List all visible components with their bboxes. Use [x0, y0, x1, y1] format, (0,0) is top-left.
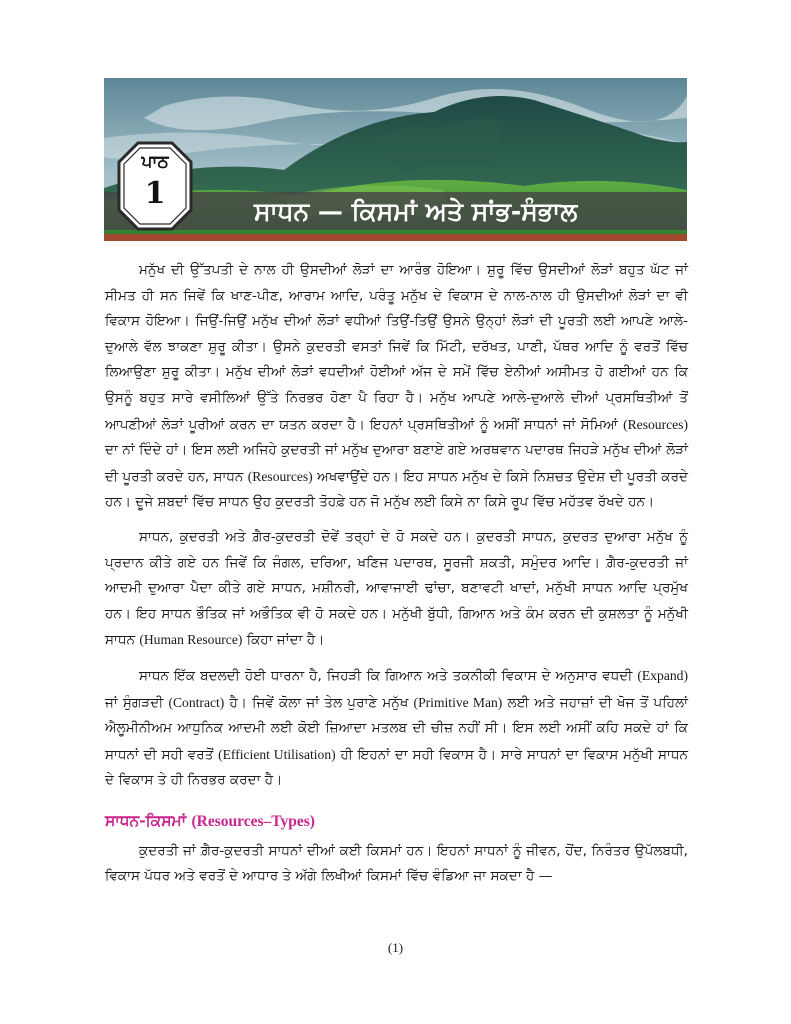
page-number: (1): [387, 940, 404, 955]
section-heading: [105, 808, 688, 835]
text-run: ਜਾਂ ਸੁੰਗੜਦੀ: [105, 694, 169, 711]
section-heading-punjabi: ਸਾਧਨ-ਕਿਸਮਾਂ: [105, 811, 192, 830]
text-run-english: (Human Resource): [139, 632, 243, 648]
text-run: ਦਾ ਨਾਂ ਦਿੰਦੇ ਹਾਂ। ਇਸ ਲਈ ਅਜਿਹੇ ਕੁਦਰਤੀ ਜਾਂ ਮਨੁੱਖ ਦੁਆਰਾ ਬਣਾਏ ਗਏ ਅਰਥਵਾਨ ਪਦਾਰਥ ਜਿਹੜੇ ਮਨੁੱਖ ਦੀਆਂ ਲੋੜਾਂ ਦੀ ਪੂਰਤੀ ਕਰਦੇ ਹਨ, ਸਾਧਨ: [105, 442, 688, 485]
text-run-english: (Efficient Utilisation): [218, 746, 336, 762]
chapter-label: ਪਾਠ: [141, 152, 169, 172]
text-run: ਹੈ। ਜਿਵੇਂ ਕੋਲਾ ਜਾਂ ਤੇਲ ਪੁਰਾਣੇ ਮਨੁੱਖ: [224, 694, 414, 711]
text-run: ਕਿਹਾ ਜਾਂਦਾ ਹੈ।: [242, 632, 325, 649]
text-run: ਅਖਵਾਉਂਦੇ ਹਨ। ਇਹ ਸਾਧਨ ਮਨੁੱਖ ਦੇ ਕਿਸੇ ਨਿਸ਼ਚਤ ਉਦੇਸ਼ ਦੀ ਪੂਰਤੀ ਕਰਦੇ ਹਨ। ਦੂਜੇ ਸ਼ਬਦਾਂ ਵਿੱਚ ਸਾਧਨ ਉਹ ਕੁਦਰਤੀ ਤੋਹਫ਼ੇ ਹਨ ਜੋ ਮਨੁੱਖ ਲਈ ਕਿਸੇ ਨਾ ਕਿਸੇ ਰੂਪ ਵਿੱਚ ਮਹੱਤਵ ਰੱਖਦੇ ਹਨ।: [105, 468, 689, 511]
section-paragraph: ਕੁਦਰਤੀ ਜਾਂ ਗ਼ੈਰ-ਕੁਦਰਤੀ ਸਾਧਨਾਂ ਦੀਆਂ ਕਈ ਕਿਸਮਾਂ ਹਨ। ਇਹਨਾਂ ਸਾਧਨਾਂ ਨੂੰ ਜੀਵਨ, ਹੋਂਦ, ਨਿਰੰਤਰ ਉਪੱਲਬਧੀ, ਵਿਕਾਸ ਪੱਧਰ ਅਤੇ ਵਰਤੋਂ ਦੇ ਆਧਾਰ ਤੇ ਅੱਗੇ ਲਿਖੀਆਂ ਕਿਸਮਾਂ ਵਿੱਚ ਵੰਡਿਆ ਜਾ ਸਕਦਾ ਹੈ —: [105, 842, 688, 885]
text-run: ਮਨੁੱਖ ਦੀ ਉੱਤਪਤੀ ਦੇ ਨਾਲ ਹੀ ਉਸਦੀਆਂ ਲੋੜਾਂ ਦਾ ਆਰੰਭ ਹੋਇਆ। ਸ਼ੁਰੂ ਵਿੱਚ ਉਸਦੀਆਂ ਲੋੜਾਂ ਬਹੁਤ ਘੱਟ ਜਾਂ ਸੀਮਤ ਹੀ ਸਨ ਜਿਵੇਂ ਕਿ ਖਾਣ-ਪੀਣ, ਆਰਾਮ ਆਦਿ, ਪਰੰਤੂ ਮਨੁੱਖ ਦੇ ਵਿਕਾਸ ਦੇ ਨਾਲ-ਨਾਲ ਹੀ ਉਸਦੀਆਂ ਲੋੜਾਂ ਦਾ ਵੀ ਵਿਕਾਸ ਹੋਇਆ। ਜਿਉਂ-ਜਿਉਂ ਮਨੁੱਖ ਦੀਆਂ ਲੋੜਾਂ ਵਧੀਆਂ ਤਿਉਂ-ਤਿਉਂ ਉਸਨੇ ਉਨ੍ਹਾਂ ਲੋੜਾਂ ਦੀ ਪੂਰਤੀ ਲਈ ਆਪਣੇ ਆਲੇ-ਦੁਆਲੇ ਵੱਲ ਝਾਕਣਾ ਸ਼ੁਰੂ ਕੀਤਾ। ਉਸਨੇ ਕੁਦਰਤੀ ਵਸਤਾਂ ਜਿਵੇਂ ਕਿ ਮਿੱਟੀ, ਦਰੱਖਤ, ਪਾਣੀ, ਪੱਥਰ ਆਦਿ ਨੂੰ ਵਰਤੋਂ ਵਿੱਚ ਲਿਆਉਣਾ ਸ਼ੁਰੂ ਕੀਤਾ। ਮਨੁੱਖ ਦੀਆਂ ਲੋੜਾਂ ਵਧਦੀਆਂ ਹੋਈਆਂ ਅੱਜ ਦੇ ਸਮੇਂ ਵਿੱਚ ਏਨੀਆਂ ਅਸੀਮਤ ਹੋ ਗਈਆਂ ਹਨ ਕਿ ਉਸਨੂੰ ਬਹੁਤ ਸਾਰੇ ਵਸੀਲਿਆਂ ਉੱਤੇ ਨਿਰਭਰ ਹੋਣਾ ਪੈ ਰਿਹਾ ਹੈ। ਮਨੁੱਖ ਆਪਣੇ ਆਲੇ-ਦੁਆਲੇ ਦੀਆਂ ਪ੍ਰਸਥਿਤੀਆਂ ਤੋਂ ਆਪਣੀਆਂ ਲੋੜਾਂ ਪੂਰੀਆਂ ਕਰਨ ਦਾ ਯਤਨ ਕਰਦਾ ਹੈ। ਇਹਨਾਂ ਪ੍ਰਸਥਿਤੀਆਂ ਨੂੰ ਅਸੀਂ ਸਾਧਨਾਂ ਜਾਂ ਸੋਮਿਆਂ: [105, 262, 688, 433]
chapter-badge: [116, 140, 194, 232]
text-run: ਹੀ ਇਹਨਾਂ ਦਾ ਸਹੀ ਵਿਕਾਸ ਹੈ। ਸਾਰੇ ਸਾਧਨਾਂ ਦਾ ਵਿਕਾਸ ਮਨੁੱਖੀ ਸਾਧਨ ਦੇ ਵਿਕਾਸ ਤੇ ਹੀ ਨਿਰਭਰ ਕਰਦਾ ਹੈ।: [105, 746, 689, 789]
text-run-english: (Contract): [168, 694, 225, 710]
section-heading-english: (Resources–Types): [191, 812, 315, 830]
text-run: ਸਾਧਨ, ਕੁਦਰਤੀ ਅਤੇ ਗ਼ੈਰ-ਕੁਦਰਤੀ ਦੋਵੇਂ ਤਰ੍ਹਾਂ ਦੇ ਹੋ ਸਕਦੇ ਹਨ। ਕੁਦਰਤੀ ਸਾਧਨ, ਕੁਦਰਤ ਦੁਆਰਾ ਮਨੁੱਖ ਨੂੰ ਪ੍ਰਦਾਨ ਕੀਤੇ ਗਏ ਹਨ ਜਿਵੇਂ ਕਿ ਜੰਗਲ, ਦਰਿਆ, ਖਣਿਜ ਪਦਾਰਥ, ਸੂਰਜੀ ਸ਼ਕਤੀ, ਸਮੁੰਦਰ ਆਦਿ। ਗ਼ੈਰ-ਕੁਦਰਤੀ ਜਾਂ ਆਦਮੀ ਦੁਆਰਾ ਪੈਦਾ ਕੀਤੇ ਗਏ ਸਾਧਨ, ਮਸ਼ੀਨਰੀ, ਆਵਾਜਾਈ ਢਾਂਚਾ, ਬਣਾਵਟੀ ਖਾਦਾਂ, ਮਨੁੱਖੀ ਸਾਧਨ ਆਦਿ ਪ੍ਰਮੁੱਖ ਹਨ। ਇਹ ਸਾਧਨ ਭੌਤਿਕ ਜਾਂ ਅਭੌਤਿਕ ਵੀ ਹੋ ਸਕਦੇ ਹਨ। ਮਨੁੱਖੀ ਬੁੱਧੀ, ਗਿਆਨ ਅਤੇ ਕੰਮ ਕਰਨ ਦੀ ਕੁਸ਼ਲਤਾ ਨੂੰ ਮਨੁੱਖੀ ਸਾਧਨ: [105, 528, 688, 649]
text-run-english: (Resources): [623, 416, 688, 432]
text-run-english: (Expand): [637, 667, 688, 683]
paragraph-1: [105, 258, 688, 516]
chapter-title: ਸਾਧਨ — ਕਿਸਮਾਂ ਅਤੇ ਸਾਂਭ-ਸੰਭਾਲ: [254, 197, 578, 226]
paragraph-2: [105, 525, 688, 654]
text-run: ਲਈ ਅਤੇ ਜਹਾਜ਼ਾਂ ਦੀ ਖੋਜ ਤੋਂ ਪਹਿਲਾਂ ਐਲੂਮੀਨੀਅਮ ਆਧੁਨਿਕ ਆਦਮੀ ਲਈ ਕੋਈ ਜ਼ਿਆਦਾ ਮਤਲਬ ਦੀ ਚੀਜ਼ ਨਹੀਂ ਸੀ। ਇਸ ਲਈ ਅਸੀਂ ਕਹਿ ਸਕਦੇ ਹਾਂ ਕਿ ਸਾਧਨਾਂ ਦੀ ਸਹੀ ਵਰਤੋਂ: [105, 694, 689, 763]
text-run: ਸਾਧਨ ਇੱਕ ਬਦਲਦੀ ਹੋਈ ਧਾਰਨਾ ਹੈ, ਜਿਹੜੀ ਕਿ ਗਿਆਨ ਅਤੇ ਤਕਨੀਕੀ ਵਿਕਾਸ ਦੇ ਅਨੁਸਾਰ ਵਧਦੀ: [139, 667, 638, 684]
paragraph-3: [105, 663, 688, 794]
chapter-content: [105, 258, 688, 899]
chapter-number: 1: [144, 176, 166, 211]
text-run-english: (Primitive Man): [413, 694, 503, 710]
text-run-english: (Resources): [247, 468, 313, 484]
